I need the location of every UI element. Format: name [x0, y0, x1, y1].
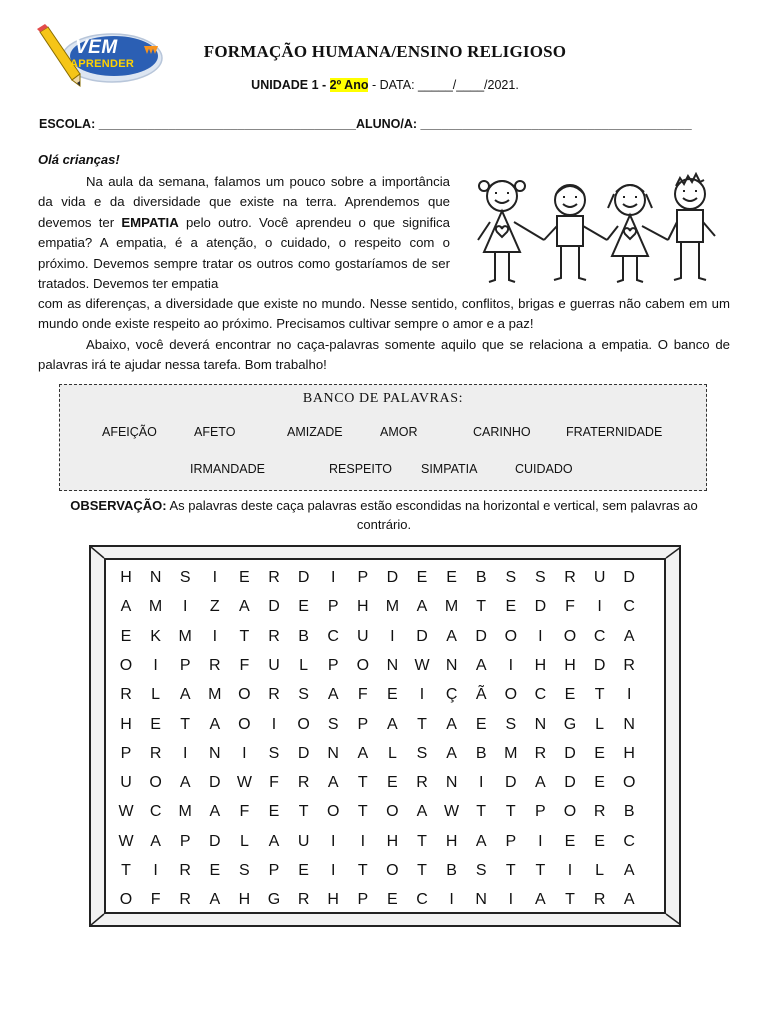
grid-letter[interactable]: I — [508, 891, 514, 909]
unit-prefix: UNIDADE 1 - — [251, 78, 330, 92]
grid-letter[interactable]: T — [180, 715, 191, 733]
grid-letter[interactable]: E — [120, 627, 132, 645]
grid-letter[interactable]: O — [119, 891, 133, 909]
grid-letter[interactable]: A — [623, 862, 635, 879]
instructions-paragraph: Abaixo, você deverá encontrar no caça-palavras somente aquilo que se relaciona a empatia. O banco de palavras irá te ajudar nessa tarefa. Bom trabalho! — [38, 337, 730, 373]
grid-letter[interactable]: S — [535, 569, 546, 586]
intro-text-a: Na aula da semana, falamos um pouco sobre a importância da vida e da diversidade que existe na terra. Aprendemos que devemos ter — [38, 174, 450, 230]
children-holding-hands-illustration — [462, 172, 734, 290]
grid-letter[interactable]: R — [564, 569, 576, 586]
grid-letter[interactable]: H — [623, 744, 635, 762]
grid-letter[interactable]: O — [386, 803, 399, 821]
word-bank-item: CUIDADO — [515, 462, 573, 476]
grid-letter[interactable]: A — [535, 774, 546, 792]
grid-letter[interactable]: A — [416, 803, 428, 821]
grid-letter[interactable]: I — [626, 686, 632, 704]
grid-letter[interactable]: D — [564, 774, 576, 792]
grid-letter[interactable]: I — [330, 832, 336, 850]
grid-letter[interactable]: R — [297, 774, 310, 792]
grid-letter[interactable]: D — [593, 656, 606, 674]
grid-letter[interactable]: P — [179, 656, 191, 674]
grid-letter[interactable]: O — [356, 656, 370, 674]
word-bank-title: BANCO DE PALAVRAS: — [302, 391, 464, 406]
grid-letter[interactable]: H — [120, 569, 132, 586]
grid-letter[interactable]: D — [564, 744, 576, 762]
grid-letter[interactable]: A — [327, 686, 339, 704]
grid-letter[interactable]: H — [120, 715, 132, 733]
grid-letter[interactable]: L — [151, 686, 161, 704]
grid-letter[interactable]: I — [478, 774, 484, 792]
grid-letter[interactable]: O — [563, 627, 577, 645]
grid-letter[interactable]: T — [417, 832, 427, 850]
grid-letter[interactable]: P — [505, 832, 517, 850]
grid-letter[interactable]: R — [179, 891, 191, 909]
word-search-grid — [104, 558, 666, 914]
grid-letter[interactable]: T — [239, 627, 250, 645]
grid-letter[interactable]: A — [209, 715, 221, 733]
grid-letter[interactable]: C — [623, 832, 635, 850]
grid-letter[interactable]: A — [623, 627, 635, 645]
grid-letter[interactable]: E — [239, 569, 250, 586]
grid-letter[interactable]: B — [475, 569, 487, 586]
grid-letter[interactable]: F — [150, 891, 161, 909]
grid-letter[interactable]: N — [445, 656, 458, 674]
grid-letter[interactable]: A — [120, 598, 132, 616]
grid-letter[interactable]: C — [327, 627, 339, 645]
grid-letter[interactable]: A — [416, 598, 428, 616]
grid-letter[interactable]: H — [238, 891, 251, 909]
grid-letter[interactable]: I — [153, 656, 158, 674]
word-search-frame — [89, 545, 681, 927]
grid-letter[interactable]: D — [416, 627, 428, 645]
grid-letter[interactable]: A — [357, 744, 369, 762]
school-student-line: ESCOLA: _____________________________________ALUNO/A: _______________________________________ — [39, 117, 692, 131]
grid-letter[interactable]: O — [563, 803, 577, 821]
grid-letter[interactable]: K — [150, 627, 161, 645]
grid-letter[interactable]: A — [446, 744, 457, 762]
logo-text-vem: VEM — [75, 37, 118, 58]
grid-letter[interactable]: I — [212, 627, 218, 645]
grid-letter[interactable]: D — [534, 598, 547, 616]
grid-letter[interactable]: O — [504, 686, 518, 704]
grid-letter[interactable]: S — [475, 862, 487, 879]
grid-letter[interactable]: A — [535, 891, 546, 909]
grid-letter[interactable]: T — [357, 862, 368, 879]
word-bank-item: CARINHO — [473, 425, 531, 439]
body-paragraph-2: com as diferenças, a diversidade que existe no mundo. Nesse sentido, conflitos, brigas e guerras não cabem em um mundo onde existe respeito ao próximo. Precisamos cultivar sempre o amor e a paz! — [38, 296, 730, 332]
grid-letter[interactable]: D — [268, 598, 280, 616]
grid-letter[interactable]: E — [387, 686, 398, 704]
grid-letter[interactable]: R — [534, 744, 547, 762]
grid-letter[interactable]: I — [567, 862, 573, 879]
grid-letter[interactable]: A — [446, 715, 457, 733]
grid-letter[interactable]: E — [564, 832, 576, 850]
grid-letter[interactable]: E — [387, 891, 398, 909]
grid-letter[interactable]: T — [594, 686, 605, 704]
grid-letter[interactable]: O — [326, 803, 340, 821]
grid-letter[interactable]: A — [387, 715, 398, 733]
grid-letter[interactable]: N — [327, 744, 339, 762]
grid-letter[interactable]: R — [623, 656, 635, 674]
grid-letter[interactable]: P — [268, 862, 280, 879]
grid-letter[interactable]: N — [534, 715, 547, 733]
grade-highlight: 2º Ano — [329, 78, 369, 92]
grid-letter[interactable]: P — [179, 832, 191, 850]
grid-letter[interactable]: W — [118, 803, 134, 821]
grid-letter[interactable]: A — [209, 803, 221, 821]
grid-letter[interactable]: I — [449, 891, 454, 909]
observation-label: OBSERVAÇÃO: — [70, 498, 167, 513]
grid-letter[interactable]: S — [298, 686, 309, 704]
grid-letter[interactable]: H — [564, 656, 576, 674]
grid-letter[interactable]: P — [327, 656, 339, 674]
grid-letter[interactable]: R — [149, 744, 162, 762]
intro-bold-word: EMPATIA — [121, 214, 179, 230]
grid-letter[interactable]: S — [416, 744, 428, 762]
grid-letter[interactable]: E — [298, 862, 309, 879]
grid-letter[interactable]: A — [239, 598, 250, 616]
grid-letter[interactable]: I — [360, 832, 366, 850]
grid-letter[interactable]: E — [594, 774, 605, 792]
grid-letter[interactable]: M — [178, 627, 192, 645]
grid-letter[interactable]: E — [564, 686, 576, 704]
grid-letter[interactable]: E — [298, 598, 309, 616]
grid-letter[interactable]: Ç — [445, 686, 458, 704]
grid-letter[interactable]: A — [623, 891, 635, 909]
grid-letter[interactable]: S — [505, 715, 517, 733]
grid-letter[interactable]: T — [476, 803, 487, 821]
grid-letter[interactable]: W — [118, 832, 134, 850]
grid-letter[interactable]: D — [623, 569, 635, 586]
grid-letter[interactable]: I — [538, 832, 543, 850]
grid-letter[interactable]: A — [150, 832, 161, 850]
grid-letter[interactable]: S — [505, 569, 517, 586]
grid-letter[interactable]: E — [387, 774, 398, 792]
grid-letter[interactable]: T — [121, 862, 131, 879]
grid-letter[interactable]: N — [149, 569, 162, 586]
grid-letter[interactable]: R — [297, 891, 310, 909]
grid-letter[interactable]: T — [505, 803, 516, 821]
grid-letter[interactable]: O — [238, 715, 251, 733]
grid-letter[interactable]: N — [445, 774, 458, 792]
intro-text-b: pelo outro. Você aprendeu o que significa empatia? A empatia, é a atenção, o cuidado, o respeito com o próximo. Devemos sempre tratar os outros como gostaríamos de ser tratados. Devemos ter empatia — [38, 214, 450, 292]
word-bank-item: AMIZADE — [287, 425, 343, 439]
grid-letter[interactable]: A — [179, 774, 191, 792]
grid-letter[interactable]: I — [390, 627, 395, 645]
grid-letter[interactable]: H — [445, 832, 458, 850]
grid-letter[interactable]: C — [416, 891, 428, 909]
grid-letter[interactable]: I — [182, 598, 188, 616]
date-end: . — [515, 78, 519, 92]
grid-letter[interactable]: C — [534, 686, 547, 704]
grid-letter[interactable]: I — [212, 569, 218, 586]
grid-letter[interactable]: W — [444, 803, 460, 821]
greeting: Olá crianças! — [38, 152, 120, 167]
grid-letter[interactable]: R — [268, 627, 280, 645]
word-bank-item: IRMANDADE — [190, 462, 266, 476]
grid-letter[interactable]: N — [209, 744, 221, 762]
grid-letter[interactable]: U — [357, 627, 369, 645]
intro-paragraph — [38, 172, 450, 294]
grid-letter[interactable]: Z — [209, 598, 220, 616]
grid-letter[interactable]: F — [239, 803, 250, 821]
grid-letter[interactable]: D — [209, 774, 221, 792]
grid-letter[interactable]: S — [268, 744, 280, 762]
grid-letter[interactable]: U — [268, 656, 280, 674]
grid-letter[interactable]: P — [357, 891, 369, 909]
grid-letter[interactable]: I — [330, 862, 336, 879]
grid-letter[interactable]: I — [242, 744, 247, 762]
grid-letter[interactable]: D — [209, 832, 221, 850]
grid-letter[interactable]: R — [179, 862, 191, 879]
word-bank-item: AFETO — [194, 425, 236, 439]
grid-letter[interactable]: F — [565, 598, 575, 616]
grid-letter[interactable]: T — [535, 862, 546, 879]
grid-letter[interactable]: R — [593, 891, 606, 909]
grid-letter[interactable]: D — [475, 627, 487, 645]
grid-letter[interactable]: A — [327, 774, 339, 792]
grid-letter[interactable]: I — [508, 656, 514, 674]
grid-letter[interactable]: M — [504, 744, 518, 762]
grid-letter[interactable]: U — [297, 832, 310, 850]
grid-letter[interactable]: A — [268, 832, 280, 850]
word-bank-box — [59, 384, 707, 491]
grid-letter[interactable]: E — [594, 744, 605, 762]
grid-letter[interactable]: M — [148, 598, 163, 616]
grid-letter[interactable]: L — [387, 744, 397, 762]
grid-letter[interactable]: M — [208, 686, 222, 704]
grid-letter[interactable]: T — [357, 803, 368, 821]
grid-letter[interactable]: C — [623, 598, 635, 616]
grid-letter[interactable]: A — [475, 656, 487, 674]
grid-letter[interactable]: P — [357, 569, 369, 586]
grid-letter[interactable]: N — [623, 715, 635, 733]
grid-letter[interactable]: L — [299, 656, 309, 674]
grid-letter[interactable]: D — [386, 569, 399, 586]
grid-letter[interactable]: L — [239, 832, 249, 850]
grid-letter[interactable]: O — [119, 656, 133, 674]
grid-letter[interactable]: L — [595, 715, 605, 733]
grid-letter[interactable]: T — [505, 862, 516, 879]
grid-letter[interactable]: R — [120, 686, 132, 704]
grid-letter[interactable]: F — [239, 656, 250, 674]
grid-letter[interactable]: R — [209, 656, 221, 674]
grid-letter[interactable]: R — [268, 569, 280, 586]
grid-letter[interactable]: H — [386, 832, 399, 850]
grid-letter[interactable]: M — [444, 598, 459, 616]
grid-letter[interactable]: E — [446, 569, 457, 586]
grid-letter[interactable]: C — [593, 627, 606, 645]
grid-letter[interactable]: I — [419, 686, 425, 704]
observation-note — [60, 496, 708, 534]
grid-letter[interactable]: M — [178, 803, 192, 821]
grid-letter[interactable]: G — [267, 891, 281, 909]
grid-letter[interactable]: L — [595, 862, 605, 879]
grid-letter[interactable]: A — [179, 686, 191, 704]
grid-letter[interactable]: F — [269, 774, 279, 792]
grid-letter[interactable]: H — [534, 656, 547, 674]
grid-letter[interactable]: W — [414, 656, 430, 674]
grid-letter[interactable]: M — [385, 598, 400, 616]
grid-letter[interactable]: R — [268, 686, 280, 704]
grid-letter[interactable]: E — [594, 832, 605, 850]
grid-letter[interactable]: D — [505, 774, 517, 792]
grid-letter[interactable]: F — [357, 686, 368, 704]
grid-letter[interactable]: S — [327, 715, 339, 733]
grid-letter[interactable]: T — [417, 715, 427, 733]
grid-letter[interactable]: I — [538, 627, 543, 645]
grid-letter[interactable]: R — [593, 803, 606, 821]
date-field: - DATA: _____/____/2021 — [368, 78, 516, 92]
observation-text: As palavras deste caça palavras estão escondidas na horizontal e vertical, sem palavras ao contrário. — [166, 498, 698, 532]
grid-letter[interactable]: T — [417, 862, 427, 879]
grid-letter[interactable]: E — [209, 862, 221, 879]
grid-letter[interactable]: C — [149, 803, 162, 821]
grid-letter[interactable]: P — [120, 744, 132, 762]
grid-letter[interactable]: U — [120, 774, 132, 792]
grid-letter[interactable]: Ã — [475, 686, 487, 704]
grid-letter[interactable]: E — [150, 715, 161, 733]
grid-letter[interactable]: I — [182, 744, 188, 762]
grid-letter[interactable]: G — [563, 715, 577, 733]
grid-letter[interactable]: B — [446, 862, 457, 879]
grid-letter[interactable]: T — [298, 803, 309, 821]
word-bank-item: AFEIÇÃO — [102, 425, 157, 439]
grid-letter[interactable]: D — [297, 569, 310, 586]
word-bank-item: RESPEITO — [329, 462, 392, 476]
grid-letter[interactable]: U — [593, 569, 606, 586]
grid-letter[interactable]: I — [597, 598, 602, 616]
grid-letter[interactable]: P — [327, 598, 339, 616]
grid-letter[interactable]: I — [330, 569, 336, 586]
grid-letter[interactable]: N — [475, 891, 487, 909]
word-bank-item: FRATERNIDADE — [566, 425, 663, 439]
logo-text-aprender: APRENDER — [70, 58, 135, 70]
grid-letter[interactable]: N — [386, 656, 399, 674]
grid-letter[interactable]: W — [236, 774, 252, 792]
grid-letter[interactable]: B — [623, 803, 635, 821]
grid-letter[interactable]: H — [357, 598, 369, 616]
grid-letter[interactable]: P — [357, 715, 369, 733]
grid-letter[interactable]: B — [475, 744, 487, 762]
unit-line — [200, 78, 570, 92]
grid-letter[interactable]: T — [565, 891, 575, 909]
grid-letter[interactable]: E — [475, 715, 487, 733]
grid-letter[interactable]: O — [622, 774, 636, 792]
grid-letter[interactable]: A — [446, 627, 457, 645]
grid-letter[interactable]: T — [357, 774, 368, 792]
grid-letter[interactable]: A — [209, 891, 221, 909]
grid-letter[interactable]: E — [268, 803, 280, 821]
grid-letter[interactable]: P — [535, 803, 546, 821]
grid-letter[interactable]: D — [297, 744, 310, 762]
grid-letter[interactable]: O — [504, 627, 518, 645]
word-bank-item: AMOR — [380, 425, 418, 439]
grid-letter[interactable]: H — [327, 891, 339, 909]
grid-letter[interactable]: O — [149, 774, 162, 792]
grid-letter[interactable]: R — [416, 774, 428, 792]
grid-letter[interactable]: O — [238, 686, 251, 704]
grid-letter[interactable]: E — [505, 598, 517, 616]
grid-letter[interactable]: E — [416, 569, 428, 586]
grid-letter[interactable]: I — [153, 862, 158, 879]
grid-letter[interactable]: S — [239, 862, 250, 879]
grid-letter[interactable]: S — [179, 569, 191, 586]
page-title: FORMAÇÃO HUMANA/ENSINO RELIGIOSO — [203, 42, 567, 61]
grid-letter[interactable]: T — [476, 598, 487, 616]
grid-letter[interactable]: A — [475, 832, 487, 850]
grid-letter[interactable]: O — [297, 715, 310, 733]
grid-letter[interactable]: I — [271, 715, 277, 733]
grid-letter[interactable]: B — [298, 627, 309, 645]
word-bank-item: SIMPATIA — [421, 462, 478, 476]
grid-letter[interactable]: O — [386, 862, 399, 879]
